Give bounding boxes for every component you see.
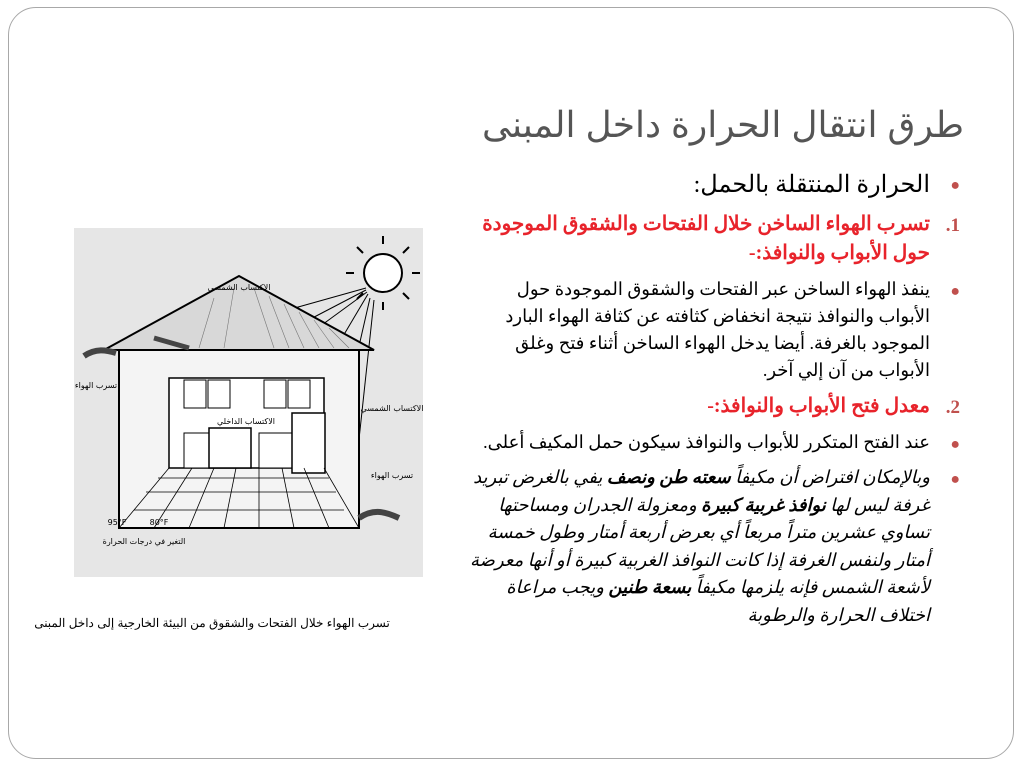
slide-content <box>462 170 960 629</box>
label-temp-out: 95°F <box>107 518 127 527</box>
point-text: عند الفتح المتكرر للأبواب والنوافذ سيكون حمل المكيف أعلى. <box>483 432 930 452</box>
air-leak-arrow-left <box>84 350 116 356</box>
example-text <box>470 467 930 625</box>
example-emphasis: بسعة طنين <box>608 577 692 597</box>
figure-caption: تسرب الهواء خلال الفتحات والشقوق من البيئة الخارجية إلى داخل المبنى <box>34 616 390 630</box>
item-heading: تسرب الهواء الساخن خلال الفتحات والشقوق الموجودة حول الأبواب والنوافذ:- <box>482 213 930 264</box>
label-temp-change: التغير في درجات الحرارة <box>102 537 186 546</box>
bullet-icon: ● <box>950 471 960 488</box>
air-leak-arrow-right <box>359 512 399 518</box>
item-2-point <box>462 429 960 456</box>
example-emphasis: نوافذ غربية كبيرة <box>701 494 826 515</box>
refrigerator <box>292 413 325 473</box>
example-part: وبالإمكان افتراض أن مكيفاً <box>730 467 930 487</box>
slide-title: طرق انتقال الحرارة داخل المبنى <box>481 104 964 145</box>
stove <box>209 428 251 468</box>
label-air-leak-right: تسرب الهواء <box>370 471 414 480</box>
bullet-convection <box>462 170 960 200</box>
item-1-point <box>462 276 960 384</box>
item-heading: معدل فتح الأبواب والنوافذ:- <box>707 395 930 417</box>
label-internal-gain: الاكتساب الداخلي <box>217 417 275 426</box>
example-point <box>462 464 960 629</box>
bullet-icon: ● <box>950 177 960 194</box>
example-emphasis: سعته طن ونصف <box>606 467 731 487</box>
example-part: يفي بالغرض تبريد غرفة ليس لها <box>473 467 930 515</box>
item-number: 2. <box>945 397 960 418</box>
point-text: ينفذ الهواء الساخن عبر الفتحات والشقوق الموجودة حول الأبواب والنوافذ نتيجة انخفاض كثافته عن كثافة الهواء البارد الموجود بالغرفة. أيضا يدخل الهواء الساخن أثناء فتح وغلق الأبواب من آن إلي آخر. <box>505 279 930 380</box>
label-solar-gain-roof: الاكتساب الشمسي <box>207 283 271 292</box>
numbered-item-1 <box>462 210 960 268</box>
house-heat-diagram <box>74 228 423 577</box>
label-solar-gain-wall: الاكتساب الشمسي <box>360 404 423 413</box>
bullet-icon: ● <box>950 283 960 300</box>
bullet-icon: ● <box>950 436 960 453</box>
example-part: ويجب مراعاة اختلاف الحرارة والرطوبة <box>506 577 930 625</box>
label-temp-in: 80°F <box>149 518 169 527</box>
numbered-item-2 <box>462 392 960 421</box>
example-part: ومعزولة الجدران ومساحتها تساوي عشرين متراً مربعاً أي بعرض أربعة أمتار وطول خمسة أمتار ولنفس الغرفة إذا كانت النوافذ الغربية كبيرة أو أنها معرضة لأشعة الشمس فإنه يلزمها مكيفاً <box>470 494 930 597</box>
item-number: 1. <box>945 215 960 236</box>
house-illustration <box>74 228 423 577</box>
label-air-leak-left: تسرب الهواء <box>74 381 118 390</box>
bullet-text: الحرارة المنتقلة بالحمل: <box>693 172 930 198</box>
